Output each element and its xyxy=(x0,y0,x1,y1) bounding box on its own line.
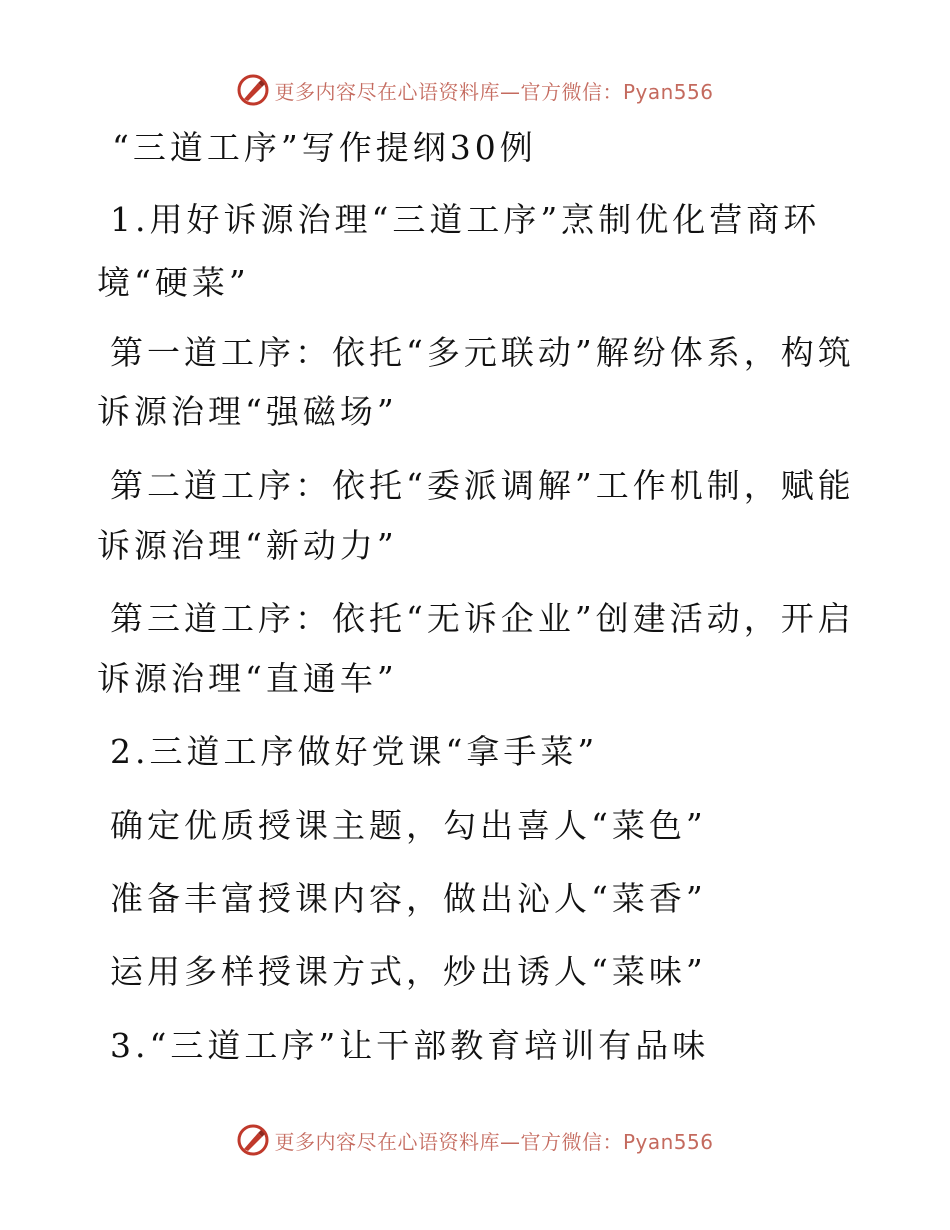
text-line: 运用多样授课方式，炒出诱人“菜味” xyxy=(110,952,707,991)
text-line: 确定优质授课主题，勾出喜人“菜色” xyxy=(110,806,707,845)
text-line: 诉源治理“强磁场” xyxy=(97,392,398,431)
document-title: “三道工序”写作提纲30例 xyxy=(112,128,537,167)
text-line: 诉源治理“直通车” xyxy=(97,659,398,698)
watermark-text: 更多内容尽在心语资料库—官方微信：Pyan556 xyxy=(274,79,714,104)
watermark-footer xyxy=(0,1120,950,1160)
text-line: 诉源治理“新动力” xyxy=(97,526,398,565)
text-line: 境“硬菜” xyxy=(97,263,250,302)
watermark-header xyxy=(0,70,950,110)
text-line: 准备丰富授课内容，做出沁人“菜香” xyxy=(110,879,707,918)
text-line: 第二道工序：依托“委派调解”工作机制，赋能 xyxy=(110,466,855,505)
text-line: 2.三道工序做好党课“拿手菜” xyxy=(110,732,599,771)
watermark-text: 更多内容尽在心语资料库—官方微信：Pyan556 xyxy=(274,1129,714,1154)
pen-logo-icon xyxy=(236,1123,270,1157)
text-line: 第三道工序：依托“无诉企业”创建活动，开启 xyxy=(110,599,855,638)
pen-logo-icon xyxy=(236,73,270,107)
text-line: 第一道工序：依托“多元联动”解纷体系，构筑 xyxy=(110,333,855,372)
text-line: 3.“三道工序”让干部教育培训有品味 xyxy=(110,1026,710,1065)
text-line: 1.用好诉源治理“三道工序”烹制优化营商环 xyxy=(110,200,821,239)
